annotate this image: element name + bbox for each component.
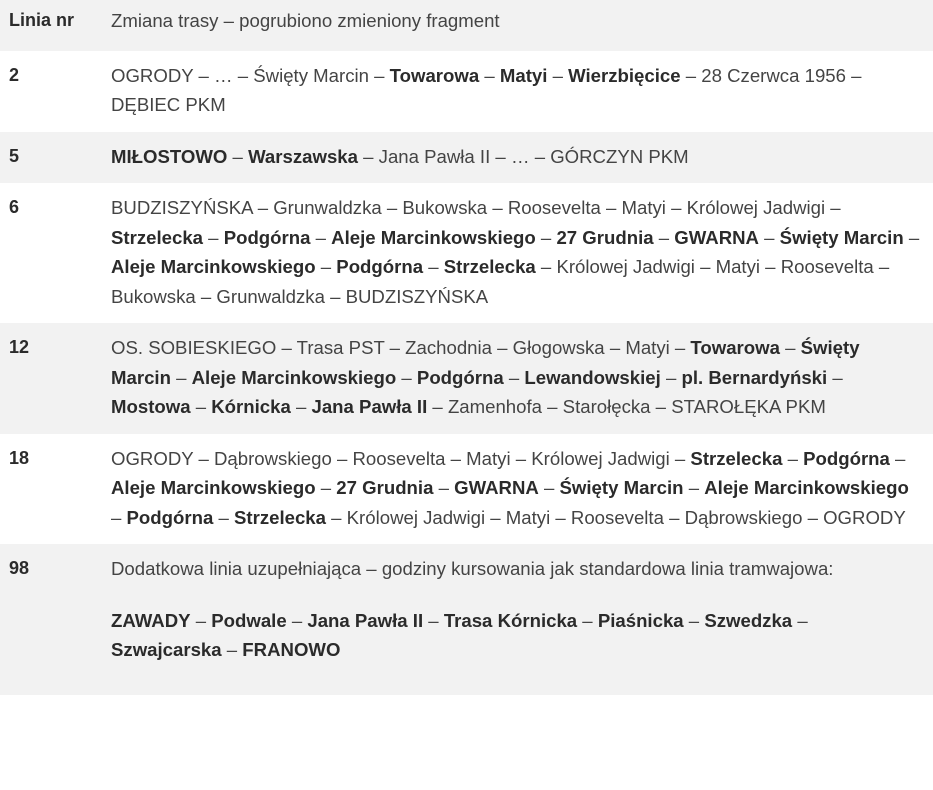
route-segment: –	[396, 366, 417, 388]
route-segment: –	[423, 256, 444, 277]
table-row	[0, 434, 933, 545]
changed-route-segment: Warszawska	[248, 145, 358, 167]
changed-route-segment: Podgórna	[803, 447, 890, 469]
route-segment: –	[903, 226, 920, 248]
route-segment: – Królowej Jadwigi – Matyi – Roosevelta – Bukowska – Grunwaldzka – BUDZISZYŃSKA	[111, 256, 890, 307]
route-segment: –	[315, 256, 337, 277]
route-description	[102, 183, 933, 323]
changed-route-segment: Piaśnicka	[597, 609, 684, 631]
route-segment: –	[503, 366, 525, 388]
table-header-row	[0, 0, 933, 51]
route-segment: OS. SOBIESKIEGO – Trasa PST – Zachodnia – Głogowska – Matyi –	[111, 337, 691, 358]
line-number: 5	[9, 145, 20, 166]
table-row	[0, 132, 933, 184]
route-segment: –	[190, 396, 212, 417]
changed-route-segment: Szwedzka	[704, 609, 793, 631]
changed-route-segment: Aleje Marcinkowskiego	[331, 226, 536, 248]
changed-route-segment: Mostowa	[111, 396, 191, 417]
route-path	[111, 333, 921, 422]
changed-route-segment: GWARNA	[454, 477, 539, 498]
route-segment: –	[286, 609, 308, 631]
route-segment: –	[792, 609, 808, 631]
route-note: Dodatkowa linia uzupełniająca – godziny kursowania jak standardowa linia tramwajowa:	[111, 558, 834, 579]
changed-route-segment: MIŁOSTOWO	[111, 145, 228, 167]
route-description	[102, 544, 933, 695]
route-path	[111, 444, 921, 533]
route-segment: –	[213, 506, 234, 528]
changed-route-segment: pl. Bernardyński	[681, 366, 828, 388]
changed-route-segment: Towarowa	[389, 64, 480, 86]
table-row	[0, 51, 933, 132]
changed-route-segment: Podgórna	[416, 366, 504, 388]
changed-route-segment: Trasa Kórnicka	[443, 609, 578, 631]
route-segment: BUDZISZYŃSKA – Grunwaldzka – Bukowska – Roosevelta – Matyi – Królowej Jadwigi –	[111, 197, 841, 218]
route-segment: –	[190, 609, 212, 631]
changed-route-segment: Szwajcarska	[111, 639, 222, 660]
paragraph-gap	[111, 584, 921, 606]
route-path	[111, 606, 921, 665]
line-number: 12	[9, 337, 30, 357]
table-row	[0, 544, 933, 695]
route-segment: –	[203, 226, 224, 248]
route-segment: –	[889, 447, 906, 469]
changed-route-segment: 27 Grudnia	[336, 477, 434, 498]
route-segment: OGRODY – … – Święty Marcin –	[111, 64, 390, 86]
route-segment: –	[170, 366, 192, 388]
changed-route-segment: Święty Marcin	[559, 477, 684, 498]
route-segment: OGRODY – Dąbrowskiego – Roosevelta – Matyi – Królowej Jadwigi –	[111, 447, 691, 469]
route-description	[102, 323, 933, 434]
route-segment: – 28 Czerwca 1956 – DĘBIEC PKM	[111, 64, 862, 115]
route-segment: –	[535, 226, 557, 248]
line-number-column-header: Linia nr	[9, 10, 75, 30]
route-segment: –	[683, 609, 705, 631]
changed-route-segment: Podgórna	[336, 256, 424, 277]
line-number: 98	[9, 558, 30, 578]
changed-route-segment: Podgórna	[126, 506, 214, 528]
route-segment: –	[227, 145, 249, 167]
route-path	[111, 142, 921, 172]
route-segment: –	[538, 477, 560, 498]
changed-route-segment: Aleje Marcinkowskiego	[111, 477, 316, 498]
route-segment: – Jana Pawła II – … – GÓRCZYN PKM	[357, 145, 689, 167]
route-segment: –	[315, 477, 337, 498]
changed-route-segment: Strzelecka	[233, 506, 326, 528]
changed-route-segment: Strzelecka	[111, 226, 203, 248]
changed-route-segment: 27 Grudnia	[556, 226, 654, 248]
changed-route-segment: Aleje Marcinkowskiego	[111, 256, 316, 277]
changed-route-segment: Święty Marcin	[779, 226, 904, 248]
changed-route-segment: Podgórna	[223, 226, 311, 248]
line-number: 2	[9, 64, 20, 85]
route-segment: –	[290, 396, 312, 417]
route-description	[102, 51, 933, 132]
changed-route-segment: Wierzbięcice	[568, 64, 681, 86]
line-number: 6	[9, 197, 20, 217]
table-row	[0, 323, 933, 434]
changed-route-segment: Lewandowskiej	[524, 366, 661, 388]
route-segment: –	[111, 506, 127, 528]
changed-route-segment: Podwale	[211, 609, 287, 631]
route-description	[102, 434, 933, 545]
changed-route-segment: Święty Marcin	[111, 337, 860, 388]
route-path	[111, 61, 921, 120]
changed-route-segment: Towarowa	[690, 337, 780, 358]
route-segment: –	[683, 477, 705, 498]
route-segment: –	[433, 477, 455, 498]
route-segment: –	[653, 226, 675, 248]
route-path	[111, 193, 921, 311]
route-segment: –	[782, 447, 804, 469]
route-segment: –	[221, 639, 243, 660]
route-segment: –	[660, 366, 682, 388]
route-segment: – Zamenhofa – Starołęcka – STAROŁĘKA PKM	[427, 396, 826, 417]
changed-route-segment: Aleje Marcinkowskiego	[704, 477, 909, 498]
route-description	[102, 132, 933, 184]
changed-route-segment: Strzelecka	[690, 447, 783, 469]
changed-route-segment: Strzelecka	[443, 256, 536, 277]
table-body	[0, 51, 933, 695]
route-segment: – Królowej Jadwigi – Matyi – Roosevelta – Dąbrowskiego – OGRODY	[325, 506, 906, 528]
changed-route-segment: Jana Pawła II	[311, 396, 428, 417]
route-segment: –	[479, 64, 500, 86]
line-number: 18	[9, 447, 30, 468]
route-segment: –	[827, 366, 843, 388]
changed-route-segment: Jana Pawła II	[307, 609, 424, 631]
route-segment: –	[423, 609, 444, 631]
route-segment: –	[547, 64, 569, 86]
changed-route-segment: Kórnicka	[211, 396, 291, 417]
route-segment: –	[577, 609, 598, 631]
table-row	[0, 183, 933, 323]
route-segment: –	[779, 337, 801, 358]
changed-route-segment: Aleje Marcinkowskiego	[191, 366, 397, 388]
changed-route-segment: Matyi	[499, 64, 548, 86]
changed-route-segment: ZAWADY	[111, 609, 191, 631]
changed-route-segment: GWARNA	[674, 226, 759, 248]
route-segment: –	[758, 226, 780, 248]
route-segment: –	[310, 226, 332, 248]
route-change-column-header: Zmiana trasy – pogrubiono zmieniony fragment	[111, 10, 500, 31]
changed-route-segment: FRANOWO	[242, 639, 341, 660]
